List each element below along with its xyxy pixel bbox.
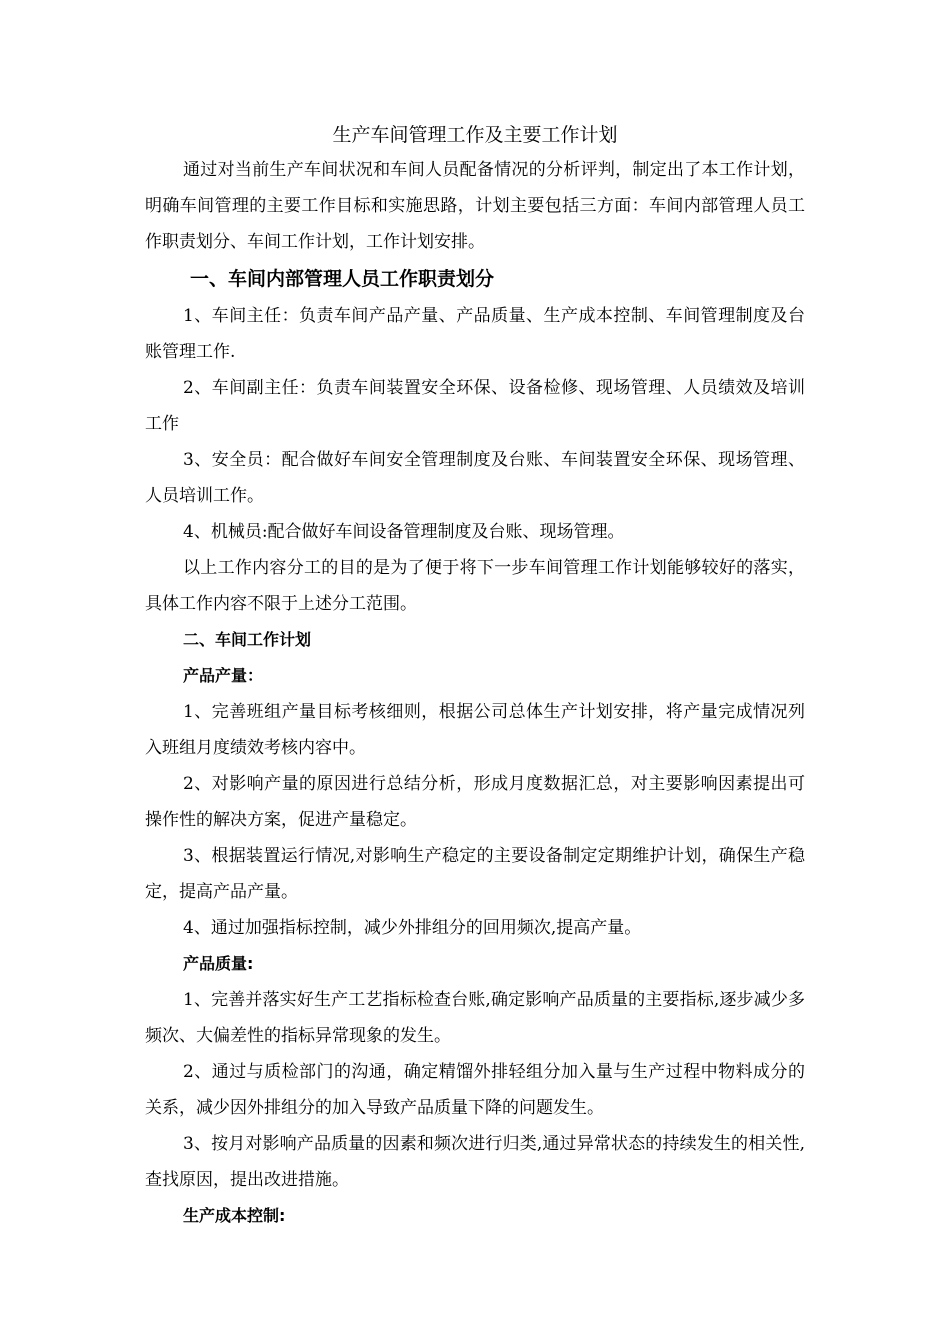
duty-item-safety-officer: 3、安全员：配合做好车间安全管理制度及台账、车间装置安全环保、现场管理、人员培训工作。	[145, 450, 805, 506]
quality-item: 1、完善并落实好生产工艺指标检查台账,确定影响产品质量的主要指标,逐步减少多频次、大偏差性的指标异常现象的发生。	[145, 990, 805, 1046]
section2-heading: 二、车间工作计划	[183, 630, 312, 649]
section1-closing: 以上工作内容分工的目的是为了便于将下一步车间管理工作计划能够较好的落实，具体工作内容不限于上述分工范围。	[145, 558, 805, 614]
document-title: 生产车间管理工作及主要工作计划	[332, 124, 618, 146]
output-item: 3、根据装置运行情况,对影响生产稳定的主要设备制定定期维护计划，确保生产稳定，提高产品产量。	[145, 846, 805, 902]
duty-item-deputy-director: 2、车间副主任：负责车间装置安全环保、设备检修、现场管理、人员绩效及培训工作	[145, 378, 805, 434]
output-item: 2、对影响产量的原因进行总结分析，形成月度数据汇总，对主要影响因素提出可操作性的解决方案，促进产量稳定。	[145, 774, 805, 830]
output-item: 1、完善班组产量目标考核细则，根据公司总体生产计划安排，将产量完成情况列入班组月度绩效考核内容中。	[145, 702, 805, 758]
duty-item-mechanic: 4、机械员:配合做好车间设备管理制度及台账、现场管理。	[183, 522, 625, 542]
output-item: 4、通过加强指标控制，减少外排组分的回用频次,提高产量。	[183, 918, 642, 938]
document-page	[145, 118, 805, 1234]
output-heading: 产品产量：	[183, 666, 264, 685]
cost-heading: 生产成本控制:	[183, 1206, 286, 1225]
quality-item: 2、通过与质检部门的沟通，确定精馏外排轻组分加入量与生产过程中物料成分的关系，减少因外排组分的加入导致产品质量下降的问题发生。	[145, 1062, 805, 1118]
section1-heading: 一、车间内部管理人员工作职责划分	[190, 268, 495, 290]
intro-paragraph: 通过对当前生产车间状况和车间人员配备情况的分析评判，制定出了本工作计划，明确车间管理的主要工作目标和实施思路，计划主要包括三方面：车间内部管理人员工作职责划分、车间工作计划，工作计划安排。	[145, 160, 805, 252]
duty-item-director: 1、车间主任：负责车间产品产量、产品质量、生产成本控制、车间管理制度及台账管理工作.	[145, 306, 805, 362]
quality-heading: 产品质量:	[183, 954, 254, 973]
quality-item: 3、按月对影响产品质量的因素和频次进行归类,通过异常状态的持续发生的相关性,查找原因，提出改进措施。	[145, 1134, 805, 1190]
